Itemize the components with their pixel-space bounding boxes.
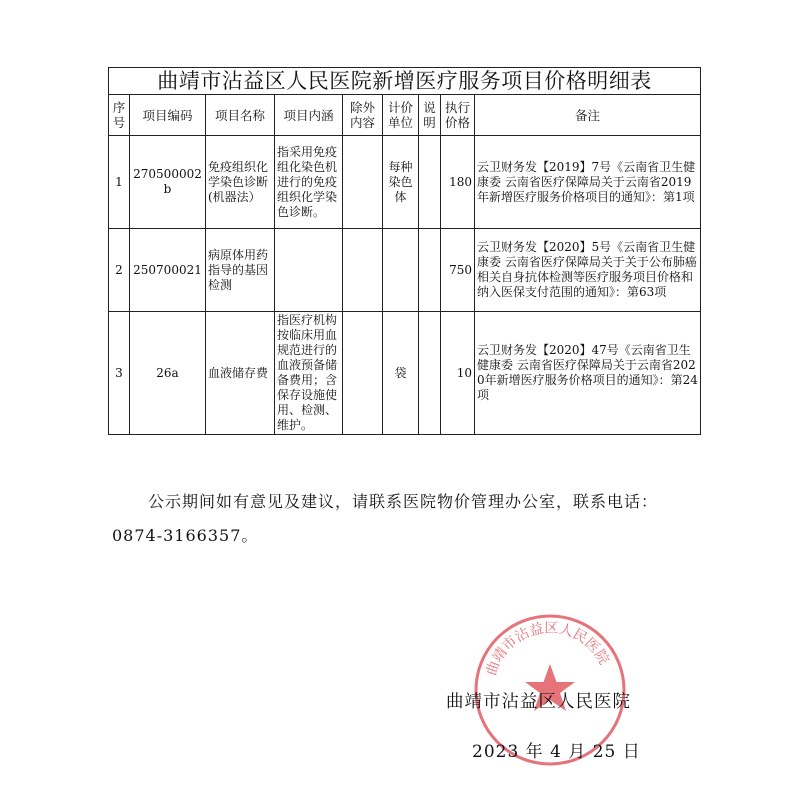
cell-price: 180	[441, 136, 475, 229]
cell-price: 750	[441, 229, 475, 312]
cell-excluded	[343, 312, 383, 435]
cell-code: 250700021	[130, 229, 206, 312]
cell-desc	[419, 229, 441, 312]
col-header: 项目内涵	[275, 95, 343, 136]
col-header: 除外内容	[343, 95, 383, 136]
cell-remark: 云卫财务发【2020】47号《云南省卫生健康委 云南省医疗保障局关于云南省2020年新增医疗服务价格项目的通知》：第24项	[475, 312, 701, 435]
cell-remark: 云卫财务发【2020】5号《云南省卫生健康委 云南省医疗保障局关于关于公布肺癌相关自身抗体检测等医疗服务项目价格和纳入医保支付范围的通知》：第63项	[475, 229, 701, 312]
cell-price: 10	[441, 312, 475, 435]
col-header: 备注	[475, 95, 701, 136]
signature-hospital: 曲靖市沾益区人民医院	[446, 692, 631, 712]
cell-name: 病原体用药指导的基因检测	[206, 229, 275, 312]
cell-desc	[419, 312, 441, 435]
cell-code: 270500002b	[130, 136, 206, 229]
cell-content: 指医疗机构按临床用血规范进行的血液预备储备费用；含保存设施使用、检测、维护。	[275, 312, 343, 435]
cell-excluded	[343, 229, 383, 312]
cell-content: 指采用免疫组化染色机进行的免疫组织化学染色诊断。	[275, 136, 343, 229]
signature-date: 2023 年 4 月 25 日	[472, 742, 641, 762]
cell-excluded	[343, 136, 383, 229]
table-row	[109, 312, 701, 435]
col-header: 执行价格	[441, 95, 475, 136]
cell-remark: 云卫财务发【2019】7号《云南省卫生健康委 云南省医疗保障局关于云南省2019年新增医疗服务价格项目的通知》：第1项	[475, 136, 701, 229]
cell-code: 26a	[130, 312, 206, 435]
price-table	[108, 67, 701, 435]
table-row	[109, 136, 701, 229]
cell-no: 2	[109, 229, 130, 312]
contact-notice: 公示期间如有意见及建议，请联系医院物价管理办公室，联系电话：0874-3166357。	[112, 492, 659, 545]
header-row	[109, 95, 701, 136]
cell-unit: 袋	[383, 312, 419, 435]
cell-name: 血液储存费	[206, 312, 275, 435]
cell-no: 1	[109, 136, 130, 229]
svg-text:曲靖市沾益区人民医院: 曲靖市沾益区人民医院	[483, 620, 612, 678]
cell-unit: 每种染色体	[383, 136, 419, 229]
col-header: 项目编码	[130, 95, 206, 136]
cell-name: 免疫组织化学染色诊断(机器法）	[206, 136, 275, 229]
table-row	[109, 229, 701, 312]
col-header: 说明	[419, 95, 441, 136]
col-header: 计价单位	[383, 95, 419, 136]
col-header: 项目名称	[206, 95, 275, 136]
cell-no: 3	[109, 312, 130, 435]
cell-content	[275, 229, 343, 312]
cell-desc	[419, 136, 441, 229]
table-title: 曲靖市沾益区人民医院新增医疗服务项目价格明细表	[109, 68, 701, 95]
col-header: 序号	[109, 95, 130, 136]
cell-unit	[383, 229, 419, 312]
